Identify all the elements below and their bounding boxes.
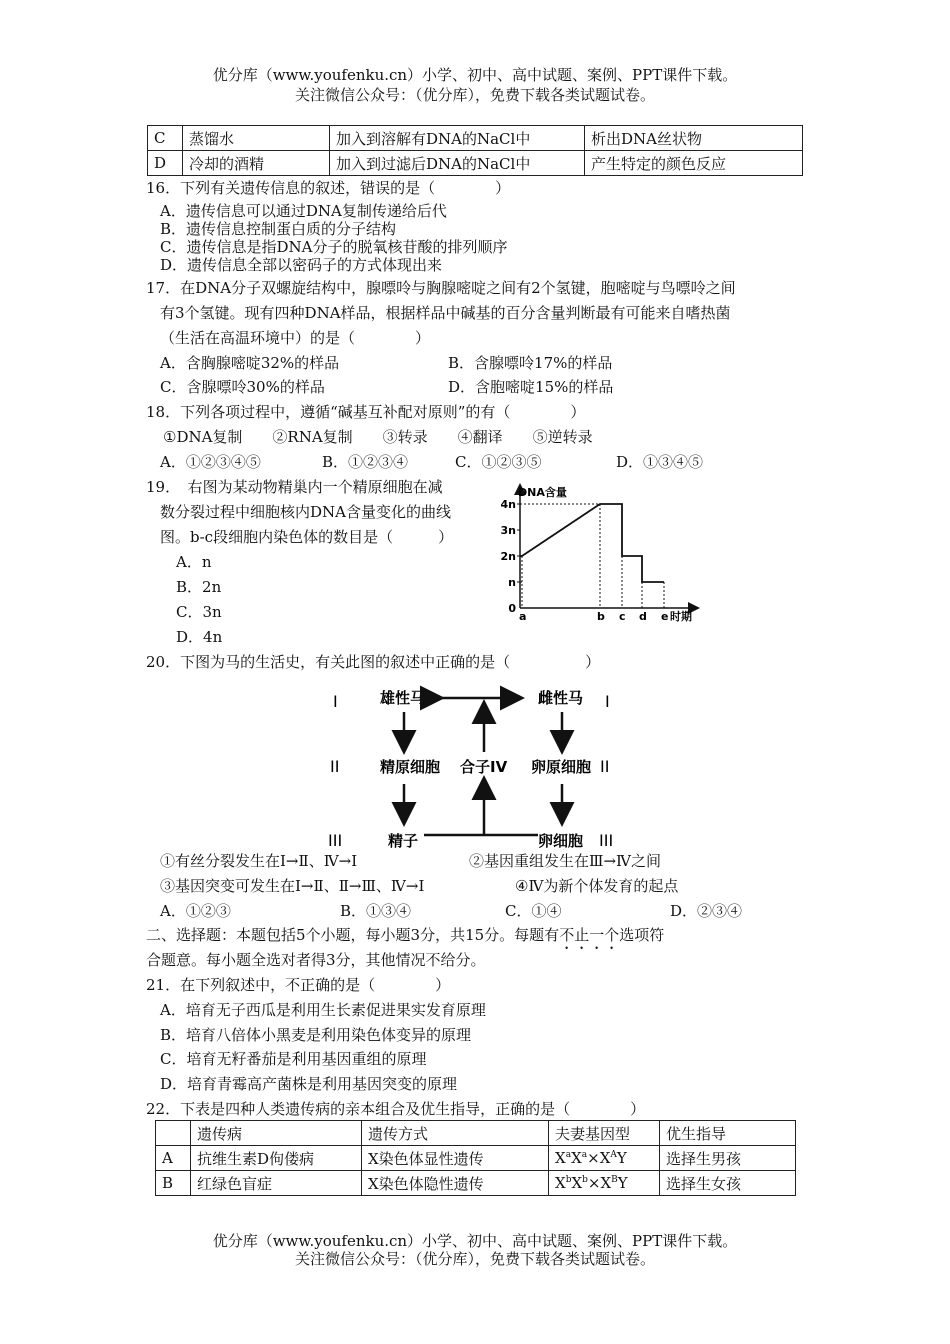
- chart-title: DNA含量: [518, 486, 567, 499]
- spermatogonium-label: 精原细胞: [380, 758, 441, 776]
- table-header-cell: 夫妻基因型: [549, 1121, 660, 1146]
- q19-option-d: D．4n: [176, 628, 223, 646]
- table-cell: X染色体隐性遗传: [362, 1171, 549, 1196]
- header-line-1: 优分库（www.youfenku.cn）小学、初中、高中试题、案例、PPT课件下载。: [212, 66, 738, 84]
- x-tick-label: e: [661, 610, 669, 623]
- q17-option-d: D．含胞嘧啶15%的样品: [448, 378, 614, 396]
- q20-stem: 20．下图为马的生活史，有关此图的叙述中正确的是（ ）: [146, 653, 601, 671]
- q19-option-a: A．n: [176, 553, 212, 571]
- table-cell: 冷却的酒精: [183, 151, 330, 176]
- table-header-row: [156, 1121, 796, 1146]
- q21-option-c: C．培育无籽番茄是利用基因重组的原理: [160, 1050, 427, 1068]
- x-tick-label: c: [619, 610, 626, 623]
- q18-option-b: B．①②③④: [322, 453, 409, 471]
- table-cell: D: [148, 151, 183, 176]
- section2-line-2: 合题意。每小题全选对者得3分，其他情况不给分。: [146, 951, 486, 969]
- q21-stem: 21．在下列叙述中，不正确的是（ ）: [146, 976, 451, 994]
- x-tick-label: d: [639, 610, 647, 623]
- q17-line-1: 17．在DNA分子双螺旋结构中，腺嘌呤与胸腺嘧啶之间有2个氢键，胞嘧啶与鸟嘌呤之间: [146, 279, 736, 297]
- q20-option-c: C．①④: [505, 902, 562, 920]
- q17-line-3: （生活在高温环境中）的是（ ）: [160, 329, 431, 347]
- q16-stem: 16．下列有关遗传信息的叙述，错误的是（ ）: [146, 179, 511, 197]
- q20-statement-4: ④Ⅳ为新个体发育的起点: [515, 877, 679, 895]
- zygote-label: 合子IV: [460, 758, 508, 776]
- table-cell: C: [148, 126, 183, 151]
- q18-items: ①DNA复制 ②RNA复制 ③转录 ④翻译 ⑤逆转录: [163, 428, 593, 446]
- table-cell: 抗维生素D佝偻病: [191, 1146, 362, 1171]
- q17-option-b: B．含腺嘌呤17%的样品: [448, 354, 613, 372]
- y-tick-label: 0: [508, 602, 516, 615]
- q18-stem: 18．下列各项过程中，遵循“碱基互补配对原则”的有（ ）: [146, 403, 586, 421]
- horse-life-cycle-diagram: [320, 680, 630, 852]
- table-header-cell: 优生指导: [660, 1121, 796, 1146]
- q16-option-b: B．遗传信息控制蛋白质的分子结构: [160, 220, 397, 238]
- table-cell: 析出DNA丝状物: [585, 126, 803, 151]
- q21-option-b: B．培育八倍体小黑麦是利用染色体变异的原理: [160, 1026, 472, 1044]
- table-row: [148, 126, 803, 151]
- q20-option-a: A．①②③: [160, 902, 231, 920]
- q19-option-c: C．3n: [176, 603, 222, 621]
- y-tick-label: n: [508, 576, 516, 589]
- table-header-cell: [156, 1121, 191, 1146]
- table-cell: X染色体显性遗传: [362, 1146, 549, 1171]
- dna-content-chart: [492, 478, 702, 624]
- male-horse-label: 雄性马: [380, 689, 426, 707]
- q19-line-1: 19． 右图为某动物精巢内一个精原细胞在减: [146, 478, 443, 496]
- q19-option-b: B．2n: [176, 578, 222, 596]
- x-tick-label: a: [519, 610, 527, 623]
- q20-statement-2: ②基因重组发生在Ⅲ→Ⅳ之间: [469, 852, 662, 870]
- footer-line-1: 优分库（www.youfenku.cn）小学、初中、高中试题、案例、PPT课件下载。: [212, 1232, 738, 1250]
- oogonium-label: 卵原细胞: [531, 758, 592, 776]
- section2-emphasis: 不止一个: [559, 926, 620, 944]
- sperm-label: 精子: [388, 832, 419, 850]
- y-tick-label: 3n: [500, 524, 516, 537]
- section2-text-post: 选项符: [619, 926, 665, 944]
- q20-option-d: D．②③④: [670, 902, 743, 920]
- x-tick-label: b: [597, 610, 605, 623]
- table-cell: 红绿色盲症: [191, 1171, 362, 1196]
- y-tick-label: 4n: [500, 498, 516, 511]
- table-cell: 选择生女孩: [660, 1171, 796, 1196]
- table-cell: 加入到过滤后DNA的NaCl中: [330, 151, 585, 176]
- roman-i-right: I: [605, 692, 610, 711]
- footer-line-2: 关注微信公众号：（优分库），免费下载各类试题试卷。: [294, 1250, 655, 1268]
- q18-option-d: D．①③④⑤: [616, 453, 704, 471]
- q22-stem: 22．下表是四种人类遗传病的亲本组合及优生指导，正确的是（ ）: [146, 1100, 646, 1118]
- table-header-cell: 遗传病: [191, 1121, 362, 1146]
- q21-option-a: A．培育无子西瓜是利用生长素促进果实发育原理: [160, 1001, 486, 1019]
- table-header-cell: 遗传方式: [362, 1121, 549, 1146]
- roman-ii-right: II: [600, 757, 610, 776]
- roman-ii-left: II: [330, 757, 340, 776]
- q19-line-3: 图。b-c段细胞内染色体的数目是（ ）: [160, 528, 454, 546]
- q16-option-d: D．遗传信息全部以密码子的方式体现出来: [160, 256, 443, 274]
- genotype-cell: $X^bX^b\times X^BY$: [549, 1171, 660, 1196]
- q20-statement-1: ①有丝分裂发生在Ⅰ→Ⅱ、Ⅳ→Ⅰ: [160, 852, 358, 870]
- table-cell: A: [156, 1146, 191, 1171]
- q20-option-b: B．①③④: [340, 902, 412, 920]
- q16-option-c: C．遗传信息是指DNA分子的脱氧核苷酸的排列顺序: [160, 238, 508, 256]
- header-line-2: 关注微信公众号：（优分库），免费下载各类试题试卷。: [294, 86, 655, 104]
- q18-option-a: A．①②③④⑤: [160, 453, 261, 471]
- q20-statement-3: ③基因突变可发生在Ⅰ→Ⅱ、Ⅱ→Ⅲ、Ⅳ→Ⅰ: [160, 877, 425, 895]
- q17-option-a: A．含胸腺嘧啶32%的样品: [160, 354, 340, 372]
- section2-text-pre: 二、选择题：本题包括5个小题，每小题3分，共15分。每题有: [146, 926, 560, 944]
- egg-label: 卵细胞: [538, 832, 584, 850]
- q22-table: [155, 1120, 796, 1196]
- dna-series-line: [522, 504, 664, 582]
- roman-i-left: I: [333, 692, 338, 711]
- table-cell: 加入到溶解有DNA的NaCl中: [330, 126, 585, 151]
- table-cell: B: [156, 1171, 191, 1196]
- roman-iii-right: III: [599, 831, 614, 850]
- q16-option-a: A．遗传信息可以通过DNA复制传递给后代: [160, 202, 447, 220]
- roman-iii-left: III: [328, 831, 343, 850]
- table-cell: 蒸馏水: [183, 126, 330, 151]
- chart-plot: [501, 485, 698, 623]
- genotype-cell: $X^aX^a\times X^AY$: [549, 1146, 660, 1171]
- table-row: [156, 1171, 796, 1196]
- table-row: [148, 151, 803, 176]
- table-row: [156, 1146, 796, 1171]
- q17-option-c: C．含腺嘌呤30%的样品: [160, 378, 325, 396]
- q21-option-d: D．培育青霉高产菌株是利用基因突变的原理: [160, 1075, 458, 1093]
- top-table: [147, 125, 803, 176]
- table-cell: 选择生男孩: [660, 1146, 796, 1171]
- table-cell: 产生特定的颜色反应: [585, 151, 803, 176]
- y-tick-label: 2n: [500, 550, 516, 563]
- q19-line-2: 数分裂过程中细胞核内DNA含量变化的曲线: [160, 503, 451, 521]
- q18-option-c: C．①②③⑤: [455, 453, 542, 471]
- q17-line-2: 有3个氢键。现有四种DNA样品，根据样品中碱基的百分含量判断最有可能来自嗜热菌: [160, 304, 731, 322]
- x-axis-label: 时期: [670, 610, 692, 623]
- female-horse-label: 雌性马: [538, 689, 584, 707]
